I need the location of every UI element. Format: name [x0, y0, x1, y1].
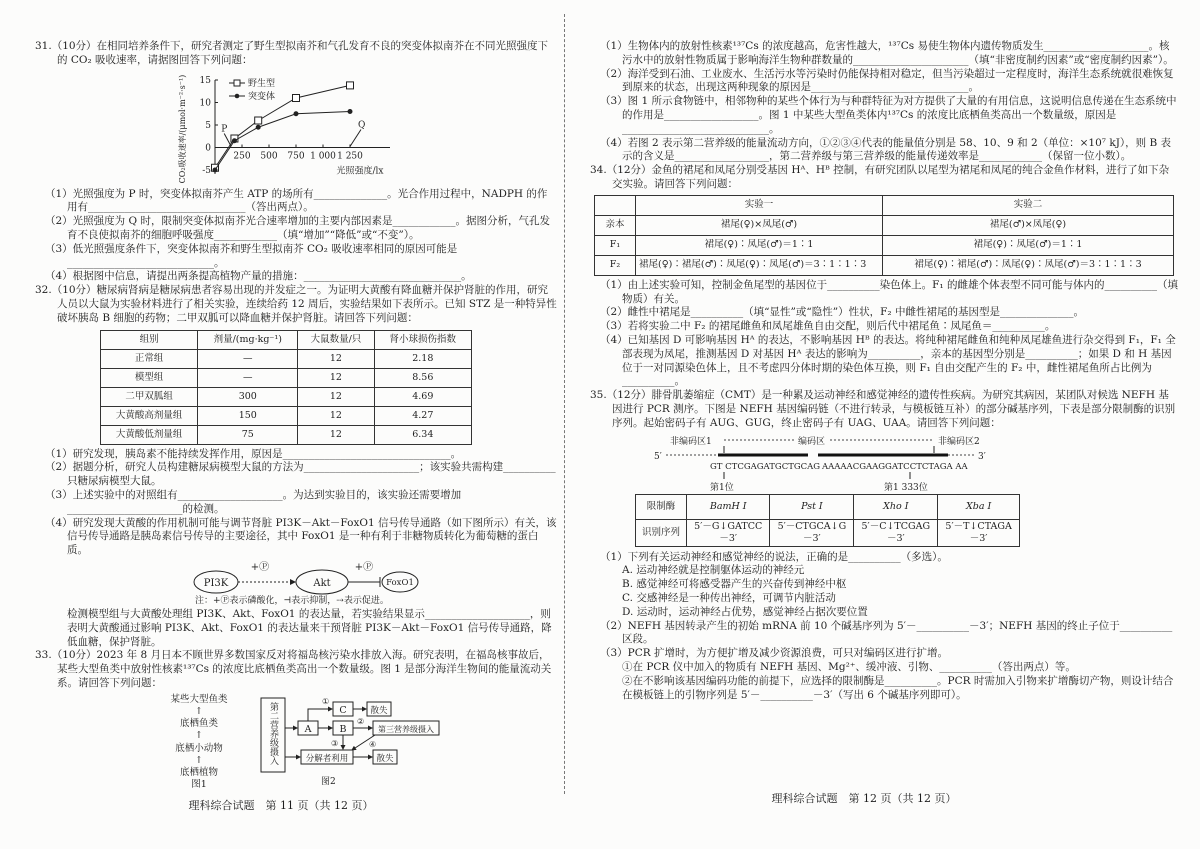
table-row — [101, 349, 472, 368]
enzyme-name: Pst Ⅰ — [770, 494, 854, 519]
q32-sub3: （3）上述实验中的对照组有____________________。为达到实验目的，该实验还需要增加______________________的检测。 — [45, 488, 462, 515]
food-chain-item: 某些大型鱼类 — [170, 693, 228, 705]
enzyme-name: BamH Ⅰ — [687, 494, 770, 519]
table-row — [595, 215, 1174, 235]
flow-label-1: ① — [322, 696, 330, 706]
q31-stem: 31.（10分）在相同培养条件下，研究者测定了野生型拟南芥和气孔发育不良的突变体拟南芥在不同光照强度下的 CO₂ 吸收速率，请据图回答下列问题： — [35, 40, 549, 66]
x-tick-label: 1 250 — [337, 151, 363, 162]
table-cell: 2.18 — [374, 349, 471, 368]
page-divider — [564, 14, 565, 794]
akt-label: Akt — [313, 577, 331, 589]
y-tick-label: -5 — [202, 165, 211, 176]
q35-sub3: （3）PCR 扩增时，为方便扩增及减少资源浪费，可只对编码区进行扩增。 — [600, 647, 949, 660]
table-cell: 裙尾(♀)∶凤尾(♂)＝1∶1 — [636, 235, 883, 255]
nefh-gene-diagram — [648, 434, 1028, 492]
table-cell: 12 — [298, 349, 374, 368]
table-row — [101, 406, 472, 425]
table-header: 实验一 — [636, 195, 883, 215]
q32-results-table — [100, 330, 472, 445]
option-b: B. 感觉神经可将感受器产生的兴奋传到神经中枢 — [622, 578, 847, 591]
table-cell: 8.56 — [374, 368, 471, 387]
q35-sub3-part2: ②在不影响该基因编码功能的前提下，应选择的限制酶是__________。PCR 时需加入引物来扩增酶切产物，则设计结合在模板链上的引物序列是 5′－__________－3′（写出 6 个碱基序列即可）。 — [622, 674, 1174, 701]
noncoding-region-2-label: 非编码区2 — [938, 436, 980, 447]
table-cell: 12 — [298, 368, 374, 387]
data-point-wild — [347, 81, 354, 88]
table-cell: 正常组 — [101, 349, 198, 368]
table-cell: 裙尾(♀)∶裙尾(♂)∶凤尾(♀)∶凤尾(♂)＝3∶1∶1∶3 — [883, 255, 1174, 275]
flow-label-3: ③ — [331, 738, 339, 748]
recognition-site: 5′－CTGCA↓G－3′ — [770, 519, 854, 546]
q33-sub4: （4）若图 2 表示第二营养级的能量流动方向，①②③④代表的能量值分别是 58、10、9 和 2（单位：×10⁷ kJ），则 B 表示的含义是__________________，第二营养级与第三营养级的能量传递效率是____________（保留一位小数）。 — [600, 136, 1172, 163]
q35-sub1: （1）下列有关运动神经和感觉神经的说法，正确的是__________（多选）。 — [600, 550, 948, 563]
data-point-wild — [293, 94, 300, 101]
table-cell: F₂ — [595, 255, 636, 275]
q31-sub1: （1）光照强度为 P 时，突变体拟南芥产生 ATP 的场所有______________。光合作用过程中，NADPH 的作用有______________________________（答出两点）。 — [45, 187, 548, 214]
coding-region-label: 编码区 — [798, 436, 826, 447]
food-chain-item: 底栖鱼类 — [179, 718, 218, 730]
q32-sub2: （2）据题分析，研究人员构建糖尿病模型大鼠的方法为______________________；该实验共需构建__________只糖尿病模型大鼠。 — [45, 461, 556, 488]
data-point-mutant — [294, 111, 299, 116]
decomposer-label: 分解者利用 — [305, 753, 349, 764]
pathway-note: 注：+Ⓟ表示磷酸化，⊣表示抑制，⇢表示促进。 — [195, 595, 389, 606]
arrow-up-icon: ↑ — [195, 754, 203, 766]
table-row — [101, 387, 472, 406]
table-cell: 6.34 — [374, 425, 471, 444]
table-header: 肾小球损伤指数 — [374, 330, 471, 349]
table-cell: 4.27 — [374, 406, 471, 425]
table-header: 识别序列 — [636, 519, 687, 546]
page-footer: 理科综合试题 第 11 页（共 12 页） — [188, 799, 374, 813]
annotation-pointer — [350, 129, 361, 146]
co2-absorption-chart — [175, 70, 535, 186]
second-level-label: 第二营养级摄入 — [268, 701, 278, 765]
option-c: C. 交感神经是一种传出神经，可调节内脏活动 — [622, 591, 836, 604]
q33-sub2: （2）海洋受到石油、工业废水、生活污水等污染时仍能保持相对稳定，但当污染超过一定程度时，海洋生态系统就很难恢复到原来的状态，出现这两种现象的原因是______________________________。 — [600, 67, 1174, 94]
third-level-label: 第三营养级摄入 — [378, 724, 434, 734]
y-tick-label: 15 — [199, 75, 211, 86]
table-cell: — — [198, 349, 298, 368]
restriction-enzyme-table — [635, 494, 1020, 547]
q34-sub3: （3）若将实验二中 F₂ 的裙尾雌鱼和凤尾雄鱼自由交配，则后代中裙尾鱼∶凤尾鱼＝__________。 — [600, 320, 1056, 333]
table-row — [595, 235, 1174, 255]
q35-stem: 35.（12分）腓骨肌萎缩症（CMT）是一种累及运动神经和感觉神经的遗传性疾病。为研究其病因，某团队对候选 NEFH 基因进行 PCR 测序。下图是 NEFH 基因编码链（不进行转录，与模板链互补）的部分碱基序列，下表是部分限制酶的识别序列。起始密码子有 AUG、GUG，终止密码子有 UAG、UAA。请回答下列问题： — [590, 389, 1176, 429]
signal-pathway-diagram — [190, 559, 420, 595]
option-a: A. 运动神经就是控制躯体运动的神经元 — [622, 564, 805, 577]
annotation-q: Q — [358, 120, 366, 131]
q35-sub3-part1: ①在 PCR 仪中加入的物质有 NEFH 基因、Mg²⁺、缓冲液、引物、__________（答出两点）等。 — [622, 660, 1076, 673]
table-header — [595, 195, 636, 215]
table-cell: 裙尾(♀)∶裙尾(♂)∶凤尾(♀)∶凤尾(♂)＝3∶1∶1∶3 — [636, 255, 883, 275]
table-row — [636, 519, 1020, 546]
x-tick-label: 250 — [233, 151, 251, 162]
data-point-wild — [255, 117, 262, 124]
legend-marker — [234, 80, 240, 86]
table-row — [101, 368, 472, 387]
figure-1-food-chain — [153, 694, 245, 792]
table-cell: 75 — [198, 425, 298, 444]
x-tick-label: 1 000 — [310, 151, 336, 162]
data-point-mutant — [256, 124, 261, 129]
table-header: 组别 — [101, 330, 198, 349]
position-1-label: 第1位 — [710, 482, 734, 492]
x-tick-label: 500 — [260, 151, 278, 162]
q31-sub3: （3）低光照强度条件下，突变体拟南芥和野生型拟南芥 CO₂ 吸收速率相同的原因可能是____________________________。 — [45, 242, 458, 269]
pi3k-label: PI3K — [203, 577, 229, 589]
legend-label: 突变体 — [248, 91, 276, 102]
page-11-column — [35, 40, 557, 813]
table-cell: 150 — [198, 406, 298, 425]
phosphorylation-label: +Ⓟ — [354, 561, 374, 573]
table-cell: 亲本 — [595, 215, 636, 235]
q33-sub3: （3）图 1 所示食物链中，相邻物种的某些个体行为与种群特征为对方提供了大量的有用信息，这说明信息传递在生态系统中的作用是__________________。图 1 中某些大型鱼类体内¹³⁷Cs 的浓度比底栖鱼类高出一个数量级，原因是____________________________。 — [600, 95, 1177, 135]
enzyme-name: Xho Ⅰ — [854, 494, 938, 519]
q31-sub4: （4）根据图中信息，请提出两条提高植物产量的措施：______________________________。 — [45, 270, 472, 283]
table-cell: 12 — [298, 425, 374, 444]
table-cell: 模型组 — [101, 368, 198, 387]
x-axis-label: 光照强度/lx — [336, 166, 384, 177]
label-c: C — [339, 704, 347, 716]
data-point-mutant — [348, 109, 353, 114]
position-1333-label: 第1 333位 — [884, 482, 928, 492]
table-cell: 12 — [298, 406, 374, 425]
table-header-row — [595, 195, 1174, 215]
table-cell: F₁ — [595, 235, 636, 255]
q33-sub1: （1）生物体内的放射性核素¹³⁷Cs 的浓度越高，危害性越大，¹³⁷Cs 易使生物体内遗传物质发生____________________。核污水中的放射性物质属于影响海洋生物种群数量的______________________（填“非密度制约因素”或“密度制约因素”）。 — [600, 40, 1174, 66]
q34-stem: 34.（12分）金鱼的裙尾和凤尾分别受基因 Hᴬ、Hᴮ 控制，有研究团队以尾型为裙尾和凤尾的纯合金鱼作材料，进行了如下杂交实验。请回答下列问题： — [590, 164, 1170, 190]
data-point-mutant — [213, 167, 218, 172]
figure-caption: 图2 — [321, 776, 336, 787]
table-row — [636, 494, 1020, 519]
flow-label-2: ② — [357, 716, 365, 726]
q34-sub4: （4）已知基因 D 可影响基因 Hᴬ 的表达，不影响基因 Hᴮ 的表达。将纯种裙尾雌鱼和纯种凤尾雄鱼进行杂交得到 F₁，F₁ 全部表现为凤尾，推测基因 D 对基因 Hᴬ 表达的影响为__________，亲本的基因型分别是__________；如果 D 和 H 基因位于一对同源染色体上，且不考虑四分体时期的染色体互换，则 F₁ 自由交配产生的 F₂ 中，雌性裙尾鱼所占比例为__________。 — [600, 333, 1176, 388]
q31-sub2: （2）光照强度为 Q 时，限制突变体拟南芥光合速率增加的主要内部因素是____________。据图分析，气孔发育不良使拟南芥的细胞呼吸强度____________（填“增加”“降低”或“不变”）。 — [45, 215, 550, 241]
table-row — [101, 425, 472, 444]
legend-marker — [235, 93, 240, 98]
table-cell: 4.69 — [374, 387, 471, 406]
annotation-p: P — [221, 124, 228, 135]
three-prime-label: 3′ — [978, 451, 986, 462]
table-cell: 裙尾(♀)×凤尾(♂) — [636, 215, 883, 235]
food-chain-item: 底栖植物 — [179, 766, 218, 778]
table-row — [595, 255, 1174, 275]
foxo1-label: FoxO1 — [386, 577, 414, 588]
enzyme-name: Xba Ⅰ — [938, 494, 1020, 519]
q34-sub1: （1）由上述实验可知，控制金鱼尾型的基因位于__________染色体上。F₁ 的雌雄个体表型不同可能与体内的__________（填物质）有关。 — [600, 278, 1179, 305]
legend-label: 野生型 — [248, 78, 276, 89]
table-cell: 大黄酸高剂量组 — [101, 406, 198, 425]
table-header: 剂量/(mg·kg⁻¹) — [198, 330, 298, 349]
recognition-site: 5′－T↓CTAGA－3′ — [938, 519, 1020, 546]
five-prime-label: 5′ — [654, 451, 662, 462]
sequence-right: AAAAACGAAGGATCCTCTAGA AA — [822, 461, 968, 472]
table-header: 限制酶 — [636, 494, 687, 519]
flow-label-4: ④ — [369, 739, 377, 749]
y-tick-label: 10 — [199, 98, 211, 109]
q32-sub1: （1）研究发现，胰岛素不能持续发挥作用，原因是________________________________。 — [45, 447, 462, 460]
annotation-pointer — [224, 133, 231, 146]
y-axis-label: CO₂吸收速率/(μmol·m⁻²·s⁻¹) — [178, 74, 187, 183]
table-header-row — [101, 330, 472, 349]
q35-sub2: （2）NEFH 基因转录产生的初始 mRNA 前 10 个碱基序列为 5′－__________－3′；NEFH 基因的终止子位于__________区段。 — [600, 619, 1173, 646]
label-b: B — [339, 723, 347, 735]
loss-label: 散失 — [376, 753, 394, 764]
food-chain-item: 底栖小动物 — [175, 742, 223, 754]
page-footer: 理科综合试题 第 12 页（共 12 页） — [771, 792, 957, 806]
table-cell: — — [198, 368, 298, 387]
arrow-head-icon — [290, 579, 296, 585]
table-cell: 大黄酸低剂量组 — [101, 425, 198, 444]
loss-label: 散失 — [370, 705, 388, 716]
page-12-column — [590, 40, 1178, 806]
data-point-mutant — [232, 138, 237, 143]
table-cell: 裙尾(♀)∶凤尾(♂)＝1∶1 — [883, 235, 1174, 255]
table-header: 大鼠数量/只 — [298, 330, 374, 349]
arrow-up-icon: ↑ — [195, 705, 203, 717]
q33-stem: 33.（10分）2023 年 8 月日本不顾世界多数国家反对将福岛核污染水排放入海。研究表明，在福岛核事故后，某些大型鱼类中放射性核素¹³⁷Cs 的浓度比底栖鱼类高出一个数量级。图 1 是部分海洋生物间的能量流动关系。请回答下列问题： — [35, 649, 552, 689]
label-a: A — [304, 723, 312, 735]
y-tick-label: 0 — [205, 143, 211, 154]
phosphorylation-label: +Ⓟ — [250, 561, 270, 573]
table-cell: 二甲双胍组 — [101, 387, 198, 406]
recognition-site: 5′－C↓TCGAG－3′ — [854, 519, 938, 546]
recognition-site: 5′－G↓GATCC－3′ — [687, 519, 770, 546]
table-cell: 12 — [298, 387, 374, 406]
option-d: D. 运动时，运动神经占优势，感觉神经占据次要位置 — [622, 605, 868, 618]
table-cell: 裙尾(♂)×凤尾(♀) — [883, 215, 1174, 235]
arrow-up-icon: ↑ — [195, 730, 203, 742]
q32-sub4-continued: 检测模型组与大黄酸处理组 PI3K、Akt、FoxO1 的表达量，若实验结果显示____________________，则表明大黄酸通过影响 PI3K、Akt、FoxO1 的表达量来干预肾脏 PI3K－Akt－FoxO1 信号传导通路，降低血糖，保护肾脏。 — [67, 607, 552, 648]
noncoding-region-1-label: 非编码区1 — [670, 436, 712, 447]
figure-2-energy-flow — [251, 694, 441, 790]
q32-stem: 32.（10分）糖尿病肾病是糖尿病患者容易出现的并发症之一。为证明大黄酸有降血糖并保护肾脏的作用，研究人员以大鼠为实验材料进行了相关实验，连续给药 12 周后，实验结果如下表所示。已知 STZ 是一种特异性破坏胰岛 B 细胞的药物；二甲双胍可以降血糖并保护肾脏。请回答下列问题： — [35, 284, 557, 324]
y-tick-label: 5 — [205, 120, 211, 131]
x-tick-label: 750 — [287, 151, 305, 162]
sequence-left: GT CTCGAGATGCTGCAG — [710, 461, 821, 472]
q34-sub2: （2）雌性中裙尾是__________（填“显性”或“隐性”）性状，F₂ 中雌性裙尾的基因型是______________。 — [600, 306, 1084, 319]
q33-figures — [35, 694, 557, 792]
table-cell: 300 — [198, 387, 298, 406]
q34-cross-table — [594, 195, 1174, 276]
figure-caption: 图1 — [191, 779, 207, 791]
q32-sub4: （4）研究发现大黄酸的作用机制可能与调节肾脏 PI3K－Akt－FoxO1 信号传导通路（如下图所示）有关，该信号传导通路是胰岛素信号传导的主要途径，其中 FoxO1 是一种有利于非糖物质转化为葡萄糖的蛋白质。 — [45, 516, 557, 557]
table-header: 实验二 — [883, 195, 1174, 215]
